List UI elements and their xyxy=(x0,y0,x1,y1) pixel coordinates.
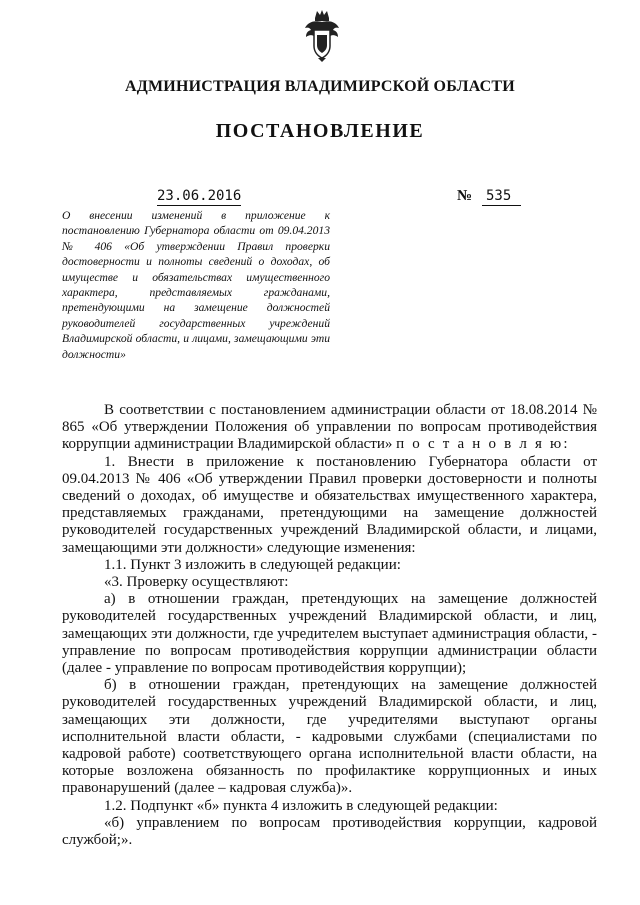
preamble-paragraph xyxy=(62,402,597,454)
document-date: 23.06.2016 xyxy=(157,188,242,204)
preamble-decree: п о с т а н о в л я ю: xyxy=(396,436,570,453)
paragraph-3-intro: «3. Проверку осуществляют: xyxy=(104,574,289,591)
document-subject: О внесении изменений в приложение к постановлению Губернатора области от 09.04.2013 № 406 «Об утверждении Правил проверки достоверности и полноты сведений о доходах, об имуществе и обязательствах имущественного характера, представляемых гражданами, претендующими на замещение должностей руководителей государственных учреждений Владимирской области, и лицами, замещающими эти должности» xyxy=(62,209,330,361)
paragraph-3-b: б) в отношении граждан, претендующих на замещение должностей руководителей государственных учреждений Владимирской области, и лиц, замещающих эти должности, где учредителями выступают органы исполнительной власти области, - кадровыми службами (специалистами по кадровой работе) соответствующего органа исполнительной власти области, на которые возложена обязанность по профилактике коррупционных и иных правонарушений (далее – кадровая служба)». xyxy=(62,677,597,797)
preamble-text: В соответствии с постановлением администрации области от 18.08.2014 № 865 «Об утверждении Положения об управлении по вопросам противодействия коррупции администрации Владимирской области» xyxy=(62,402,597,453)
coat-of-arms-icon xyxy=(302,8,342,62)
paragraph-1-1: 1.1. Пункт 3 изложить в следующей редакции: xyxy=(104,556,401,573)
paragraph-3-a: а) в отношении граждан, претендующих на замещение должностей руководителей государственных учреждений Владимирской области, и лиц, замещающих эти должности, где учредителем выступает администрация области, - управление по вопросам противодействия коррупции администрации области (далее - управление по вопросам противодействия коррупции); xyxy=(62,591,597,677)
paragraph-4-b: «б) управлением по вопросам противодействия коррупции, кадровой службой;». xyxy=(62,814,597,849)
paragraph-1: 1. Внести в приложение к постановлению Губернатора области от 09.04.2013 № 406 «Об утверждении Правил проверки достоверности и полноты сведений о доходах, об имуществе и обязательствах имущественного характера, представляемых гражданами, претендующими на замещение должностей руководителей государственных учреждений Владимирской области, и лицами, замещающими эти должности» следующие изменения: xyxy=(62,453,597,556)
document-number: 535 xyxy=(482,188,521,206)
paragraph-1-2: 1.2. Подпункт «б» пункта 4 изложить в следующей редакции: xyxy=(104,797,498,814)
document-body xyxy=(62,402,597,849)
organization-title: АДМИНИСТРАЦИЯ ВЛАДИМИРСКОЙ ОБЛАСТИ xyxy=(125,78,515,95)
document-number-label: № xyxy=(457,188,473,204)
document-type-heading: ПОСТАНОВЛЕНИЕ xyxy=(215,120,425,142)
